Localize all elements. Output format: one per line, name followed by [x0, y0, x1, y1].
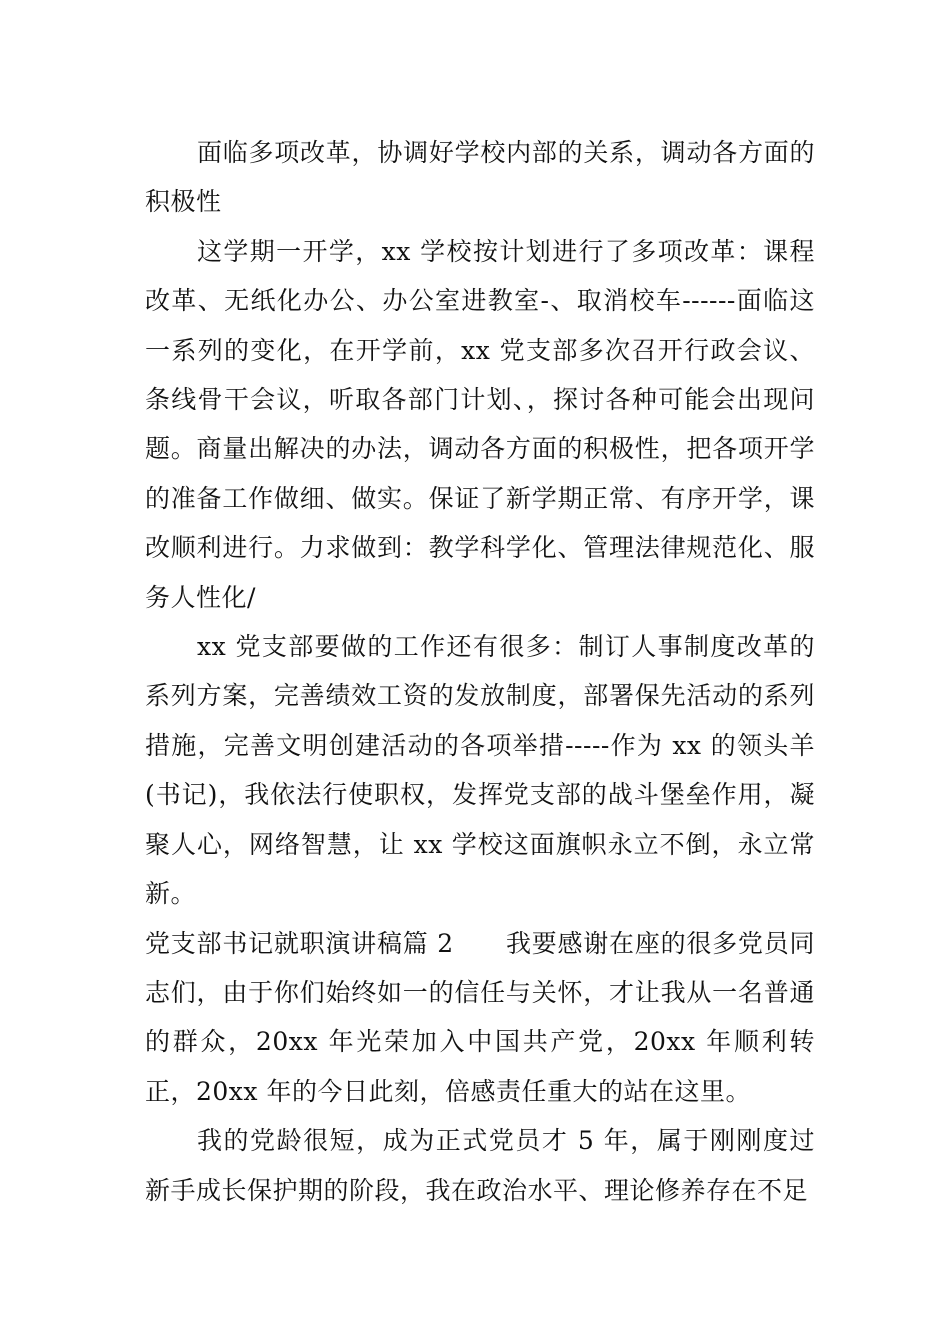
paragraph-reform-heading: 面临多项改革，协调好学校内部的关系，调动各方面的积极性: [145, 138, 815, 217]
document-body: [145, 128, 815, 1215]
paragraph-speech-2: [145, 919, 815, 1117]
paragraph-party-branch-work: xx 党支部要做的工作还有很多：制订人事制度改革的系列方案，完善绩效工资的发放制度，部署保先活动的系列措施，完善文明创建活动的各项举措-----作为 xx 的领头羊(书记)，我依法行使职权，发挥党支部的战斗堡垒作用，凝聚人心，网络智慧，让 xx 学校这面旗帜永立不倒，永立常新。: [145, 632, 815, 909]
section-body: 我要感谢在座的很多党员同志们，由于你们始终如一的信任与关怀，才让我从一名普通的群众，20xx 年光荣加入中国共产党，20xx 年顺利转正，20xx 年的今日此刻，倍感责任重大的站在这里。: [145, 928, 815, 1106]
paragraph-semester-reforms: 这学期一开学，xx 学校按计划进行了多项改革：课程改革、无纸化办公、办公室进教室-、取消校车------面临这一系列的变化，在开学前，xx 党支部多次召开行政会议、条线骨干会议，听取各部门计划、，探讨各种可能会出现问题。商量出解决的办法，调动各方面的积极性，把各项开学的准备工作做细、做实。保证了新学期正常、有序开学，课改顺利进行。力求做到：教学科学化、管理法律规范化、服务人性化/: [145, 236, 815, 612]
paragraph-party-age: 我的党龄很短，成为正式党员才 5 年，属于刚刚度过新手成长保护期的阶段，我在政治水平、理论修养存在不足: [145, 1126, 815, 1205]
section-title: 党支部书记就职演讲稿篇 2: [145, 928, 454, 958]
